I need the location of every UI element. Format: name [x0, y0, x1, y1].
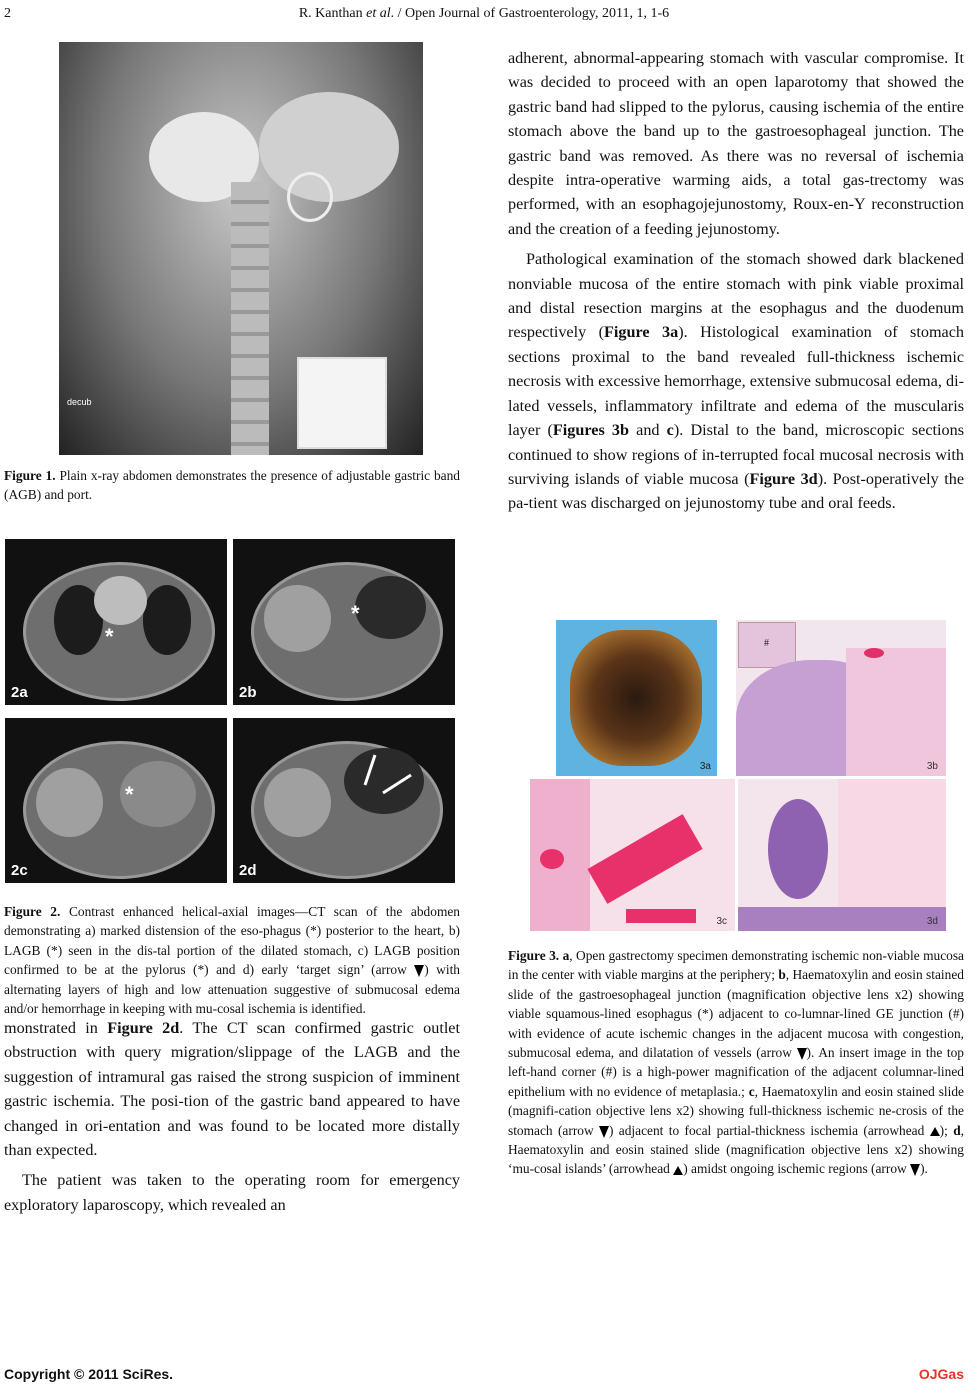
panel-label-3b: 3b — [926, 761, 938, 772]
ct-panel-2c — [5, 718, 227, 883]
panel-label-2a: 2a — [11, 684, 28, 701]
esophagus-star-marker: * — [105, 624, 114, 649]
arrow-down-icon — [599, 1126, 609, 1138]
specimen-photo-3a — [556, 620, 717, 776]
arrow-down-icon — [414, 965, 424, 977]
figure-2-caption: Figure 2. Contrast enhanced helical-axial images—CT scan of the abdomen demonstrating a) marked distension of the eso-phagus (*) posterior to the heart, b) LAGB (*) seen in the dis-tal portion of the dilated stomach, c) LAGB position confirmed to be at the pylorus (*) and d) early ‘target sign’ (arrow ) with alternating layers of high and low attenuation suggestive of submucosal edema and/or hemorrhage in keeping with mu-cosal ischemia is identified. — [4, 904, 461, 1017]
arrow-down-icon — [910, 1164, 920, 1176]
panel-label-3c: 3c — [716, 916, 727, 927]
copyright-notice: Copyright © 2011 SciRes. — [4, 1366, 174, 1382]
histology-3d — [738, 779, 946, 931]
left-column-text — [4, 1016, 460, 1217]
xray-port — [297, 357, 387, 449]
arrowhead-up-icon — [673, 1166, 683, 1175]
arrowhead-up-icon — [930, 1127, 940, 1136]
paragraph: Pathological examination of the stomach showed dark blackened nonviable mucosa of the entire stomach with pink viable proximal and distal resection margins at the esophagus and the duodenum respectively (Figure 3a). Histological examination of stomach sections proximal to the band revealed full-thickness ischemic necrosis with excessive hemorrhage, extensive submucosal edema, di-lated vessels, inflammatory infiltrate and edema of the muscularis layer (Figures 3b and c). Distal to the band, microscopic sections continued to show regions of in-terrupted focal mucosal necrosis with surviving islands of viable mucosa (Figure 3d). Post-operatively the pa-tient was discharged on jejunostomy tube and oral feeds. — [508, 250, 965, 513]
right-column-text — [508, 46, 964, 516]
paragraph: adherent, abnormal-appearing stomach with vascular compromise. It was decided to proceed with an open laparotomy that showed the gastric band had slipped to the pylorus, causing ischemia of the entire stomach above the band up to the gastroesophageal junction. The gastric band was removed. As there was no reversal of ischemia despite intra-operative warming aids, a total gas-trectomy was performed, with an esophagojejunostomy, Roux-en-Y reconstruction and the creation of a feeding jejunostomy. — [508, 49, 964, 238]
paragraph: The patient was taken to the operating room for emergency exploratory laparoscopy, which revealed an — [4, 1171, 460, 1214]
page-number: 2 — [4, 6, 11, 21]
xray-gastric-band — [287, 172, 333, 222]
lagb-star-marker: * — [351, 601, 360, 626]
xray-decub-label: decub — [67, 397, 92, 407]
target-sign-arrows — [353, 753, 413, 803]
arrow-down-icon — [797, 1048, 807, 1060]
histology-3c — [530, 779, 735, 931]
paragraph: monstrated in Figure 2d. The CT scan confirmed gastric outlet obstruction with query migration/slippage of the LAGB and the suggestion of intramural gas raised the strong suspicion of imminent gastric ischemia. The posi-tion of the gastric band appeared to have changed in ori-entation and was found to be located more distally than expected. — [4, 1019, 460, 1160]
journal-abbrev: OJGas — [918, 1366, 964, 1382]
ct-panel-2d — [233, 718, 455, 883]
ct-panel-2b — [233, 539, 455, 705]
ct-panel-2a — [5, 539, 227, 705]
panel-label-3a: 3a — [699, 761, 711, 772]
figure-3-caption: Figure 3. a, Open gastrectomy specimen demonstrating ischemic non-viable mucosa in the center with viable margins at the periphery; b, Haematoxylin and eosin stained slide of the gastroesophageal junction (magnification objective lens x2) showing viable squamous-lined esophagus (*) adjacent to co-lumnar-lined GE junction (#) with evidence of acute ischemic changes in the adjacent mucosa with congestion, submucosal edema, and dilatation of vessels (arrow ). An insert image in the top left-hand corner (#) is a high-power magnification of the adjacent columnar-lined epithelium with no evidence of metaplasia.; c, Haematoxylin and eosin stained slide (magnifi-cation objective lens x2) showing full-thickness ischemic ne-crosis of the stomach (arrow ) adjacent to focal partial-thickness ischemia (arrowhead ); d, Haematoxylin and eosin stained slide (magnification objective lens x2) showing ‘mu-cosal islands’ (arrowhead ) amidst ongoing ischemic regions (arrow ). — [508, 948, 965, 1177]
panel-label-3d: 3d — [926, 916, 938, 927]
running-head: R. Kanthan et al. / Open Journal of Gastroenterology, 2011, 1, 1-6 — [298, 6, 670, 21]
panel-label-2b: 2b — [239, 684, 257, 701]
histology-3b — [736, 620, 946, 776]
panel-label-2d: 2d — [239, 862, 257, 879]
panel-label-2c: 2c — [11, 862, 28, 879]
figure-1-xray-image — [59, 42, 423, 455]
pylorus-star-marker: * — [125, 782, 134, 807]
figure-1-caption: Figure 1. Plain x-ray abdomen demonstrates the presence of adjustable gastric band (AGB) and port. — [4, 468, 461, 503]
insert-hash-marker: # — [764, 638, 769, 649]
xray-spine — [231, 182, 269, 455]
